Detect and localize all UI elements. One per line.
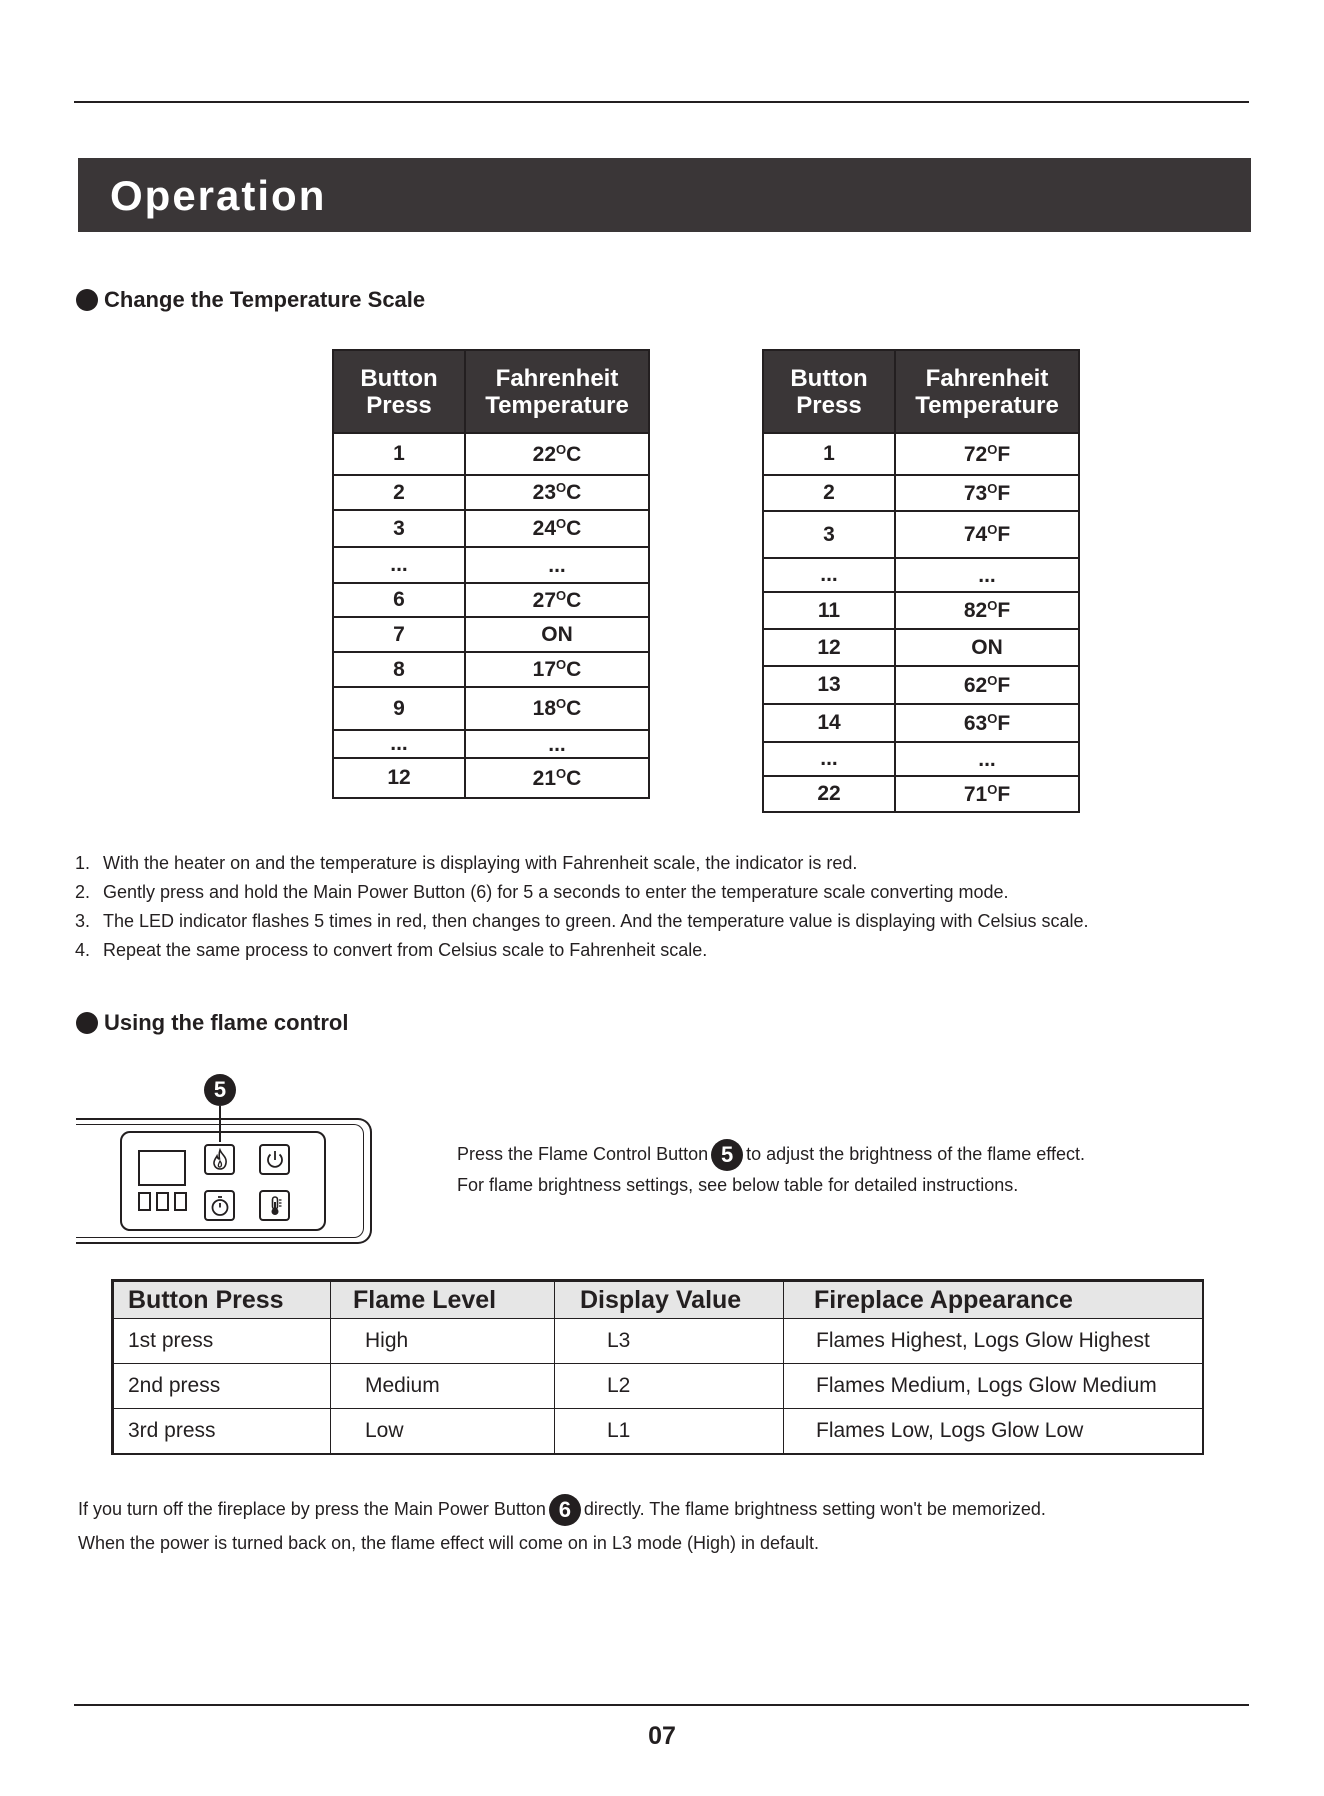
table-cell: $24^OC$ xyxy=(465,510,649,547)
timer-icon xyxy=(208,1194,232,1218)
table-cell: $73^OF$ xyxy=(895,475,1079,511)
table-cell: ... xyxy=(895,558,1079,592)
table-cell: 2 xyxy=(333,475,465,510)
table-cell: 1 xyxy=(333,433,465,475)
flame-icon xyxy=(208,1148,232,1172)
table-header: Fahrenheit Temperature xyxy=(465,350,649,433)
table-cell: $74^OF$ xyxy=(895,511,1079,558)
table-cell: $22^OC$ xyxy=(465,433,649,475)
power-icon xyxy=(263,1148,287,1172)
callout-badge: 5 xyxy=(711,1139,743,1171)
table-cell: ... xyxy=(333,547,465,583)
table-row: 2nd press Medium L2 Flames Medium, Logs Glow Medium xyxy=(113,1364,1204,1409)
table-header: Button Press xyxy=(763,350,895,433)
list-item: 3. The LED indicator flashes 5 times in red, then changes to green. And the temperature value is displaying with Celsius scale. xyxy=(75,911,1089,931)
table-cell: 7 xyxy=(333,617,465,652)
bottom-rule xyxy=(74,1704,1249,1706)
table-header: Flame Level xyxy=(331,1281,555,1319)
control-panel-illustration xyxy=(76,1074,372,1244)
table-cell: 14 xyxy=(763,704,895,742)
table-header: Display Value xyxy=(555,1281,784,1319)
table-header: Fireplace Appearance xyxy=(784,1281,1204,1319)
table-cell: $17^OC$ xyxy=(465,652,649,687)
flame-section-heading: Using the flame control xyxy=(76,1010,348,1036)
thermometer-icon xyxy=(263,1194,287,1218)
memory-note: If you turn off the fireplace by press the Main Power Button 6 directly. The flame brightness setting won't be memorized. When the power is turned back on, the flame effect will come on in L3 mode (High) in default. xyxy=(78,1492,1046,1560)
table-cell: 11 xyxy=(763,592,895,629)
display-segment xyxy=(174,1192,187,1211)
callout-badge: 5 xyxy=(204,1074,236,1106)
table-cell: ... xyxy=(333,730,465,758)
table-cell: $82^OF$ xyxy=(895,592,1079,629)
table-cell: $62^OF$ xyxy=(895,666,1079,704)
table-cell: 12 xyxy=(333,758,465,798)
table-cell: 8 xyxy=(333,652,465,687)
table-row: 3rd press Low L1 Flames Low, Logs Glow Low xyxy=(113,1409,1204,1454)
list-item: 4. Repeat the same process to convert from Celsius scale to Fahrenheit scale. xyxy=(75,940,708,960)
table-header: Button Press xyxy=(113,1281,331,1319)
list-item: 2. Gently press and hold the Main Power Button (6) for 5 a seconds to enter the temperature scale converting mode. xyxy=(75,882,1009,902)
table-cell: ... xyxy=(763,742,895,776)
table-cell: $27^OC$ xyxy=(465,583,649,617)
list-item: 1. With the heater on and the temperature is displaying with Fahrenheit scale, the indicator is red. xyxy=(75,853,858,873)
table-cell: $71^OF$ xyxy=(895,776,1079,812)
flame-control-button xyxy=(204,1144,235,1175)
table-cell: $18^OC$ xyxy=(465,687,649,730)
flame-level-table xyxy=(111,1279,1204,1455)
display-window xyxy=(138,1150,186,1186)
section-banner xyxy=(78,158,1251,232)
table-header: Fahrenheit Temperature xyxy=(895,350,1079,433)
table-cell: 2 xyxy=(763,475,895,511)
table-cell: $72^OF$ xyxy=(895,433,1079,475)
table-cell: ... xyxy=(763,558,895,592)
instruction-steps xyxy=(75,849,1089,965)
bullet-icon xyxy=(76,289,98,311)
table-cell: 12 xyxy=(763,629,895,666)
page-number: 07 xyxy=(648,1722,676,1750)
table-cell: $63^OF$ xyxy=(895,704,1079,742)
table-cell: 3 xyxy=(333,510,465,547)
table-header: Button Press xyxy=(333,350,465,433)
thermostat-button xyxy=(259,1190,290,1221)
table-cell: ... xyxy=(465,547,649,583)
temperature-section-heading: Change the Temperature Scale xyxy=(76,287,425,313)
table-cell: 6 xyxy=(333,583,465,617)
fahrenheit-table xyxy=(762,349,1080,813)
table-cell: 13 xyxy=(763,666,895,704)
table-cell: 3 xyxy=(763,511,895,558)
bullet-icon xyxy=(76,1012,98,1034)
callout-badge: 6 xyxy=(549,1494,581,1526)
table-cell: 1 xyxy=(763,433,895,475)
table-cell: 22 xyxy=(763,776,895,812)
timer-button xyxy=(204,1190,235,1221)
table-cell: ... xyxy=(895,742,1079,776)
table-cell: ... xyxy=(465,730,649,758)
display-segment xyxy=(138,1192,151,1211)
flame-instructions: Press the Flame Control Button 5 to adjust the brightness of the flame effect. For flame brightness settings, see below table for detailed instructions. xyxy=(457,1139,1085,1199)
display-segment xyxy=(156,1192,169,1211)
power-button xyxy=(259,1144,290,1175)
table-cell: ON xyxy=(465,617,649,652)
table-cell: 9 xyxy=(333,687,465,730)
table-cell: ON xyxy=(895,629,1079,666)
page-title: Operation xyxy=(110,172,327,219)
table-cell: $23^OC$ xyxy=(465,475,649,510)
celsius-table xyxy=(332,349,650,799)
table-row: 1st press High L3 Flames Highest, Logs Glow Highest xyxy=(113,1319,1204,1364)
top-rule xyxy=(74,101,1249,103)
table-cell: $21^OC$ xyxy=(465,758,649,798)
